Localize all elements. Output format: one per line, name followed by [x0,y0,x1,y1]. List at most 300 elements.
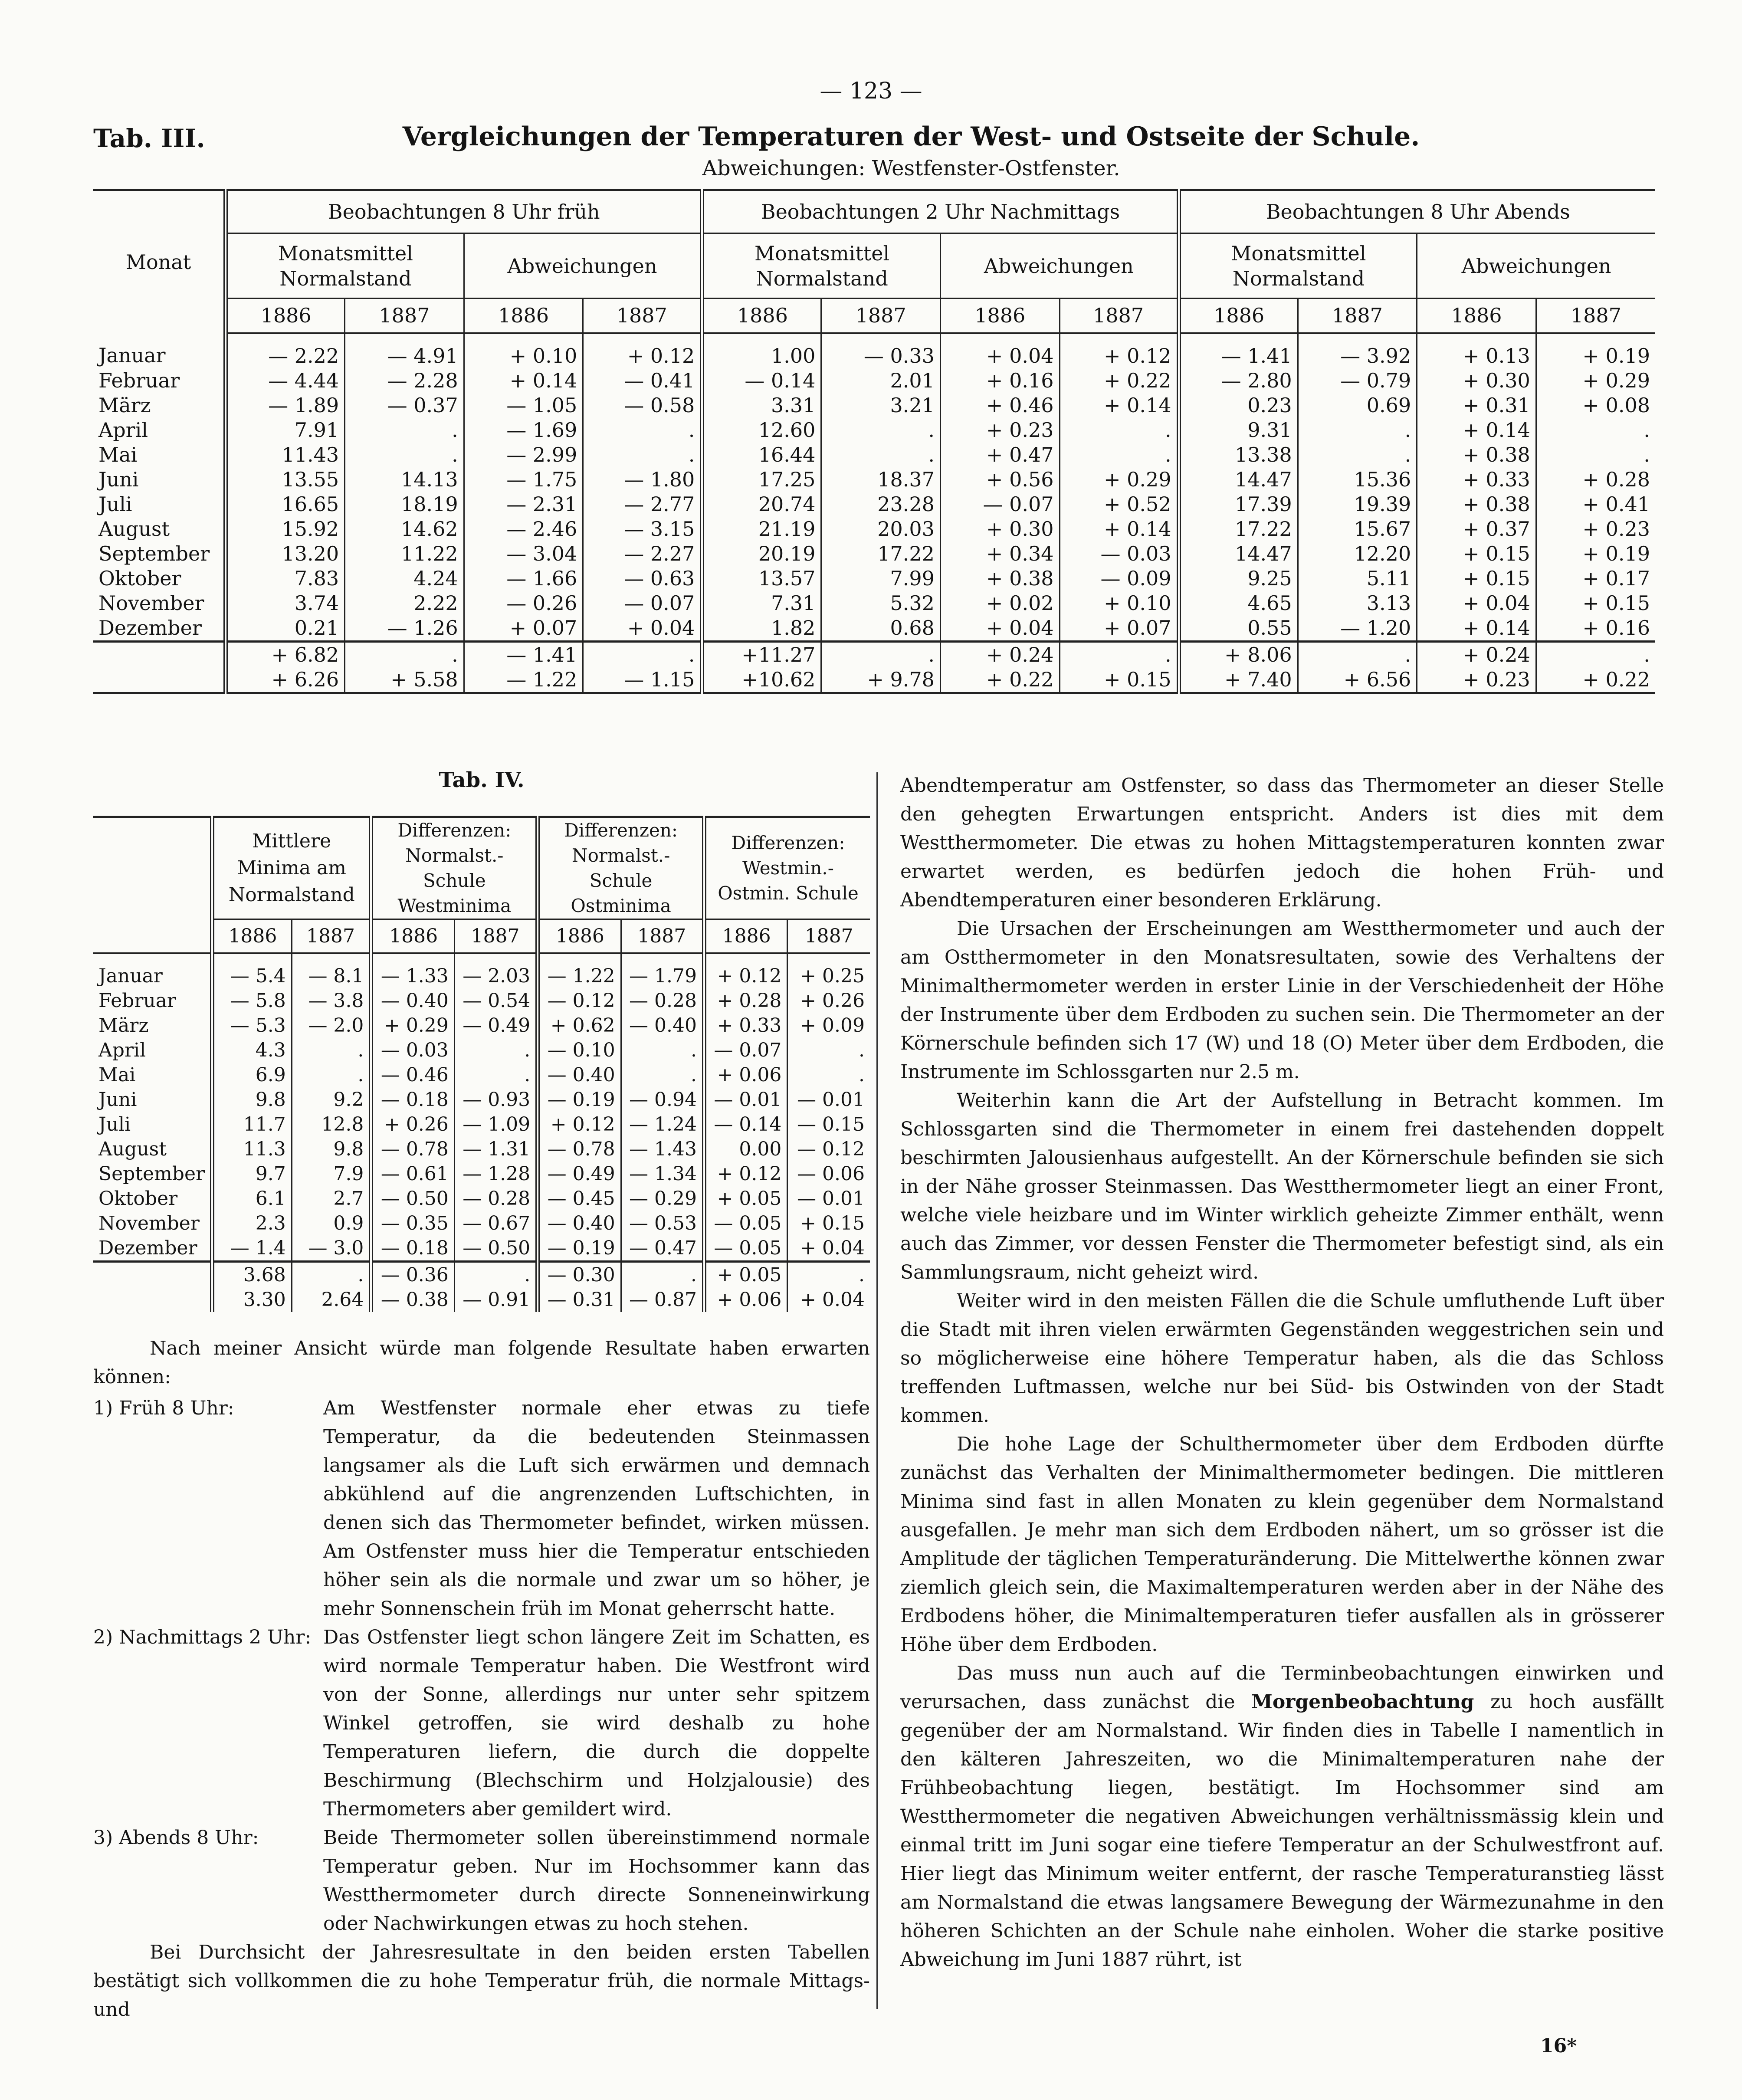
table-row [93,541,1655,566]
value-cell: + 0.09 [787,1013,870,1038]
value-cell: + 0.12 [583,333,702,368]
value-cell: 4.24 [345,566,464,591]
item-text: Beide Thermometer sollen übereinstimmend normale Temperatur geben. Nur im Hochsommer kann das Westthermometer durch directe Sonneneinwirkung oder Nachwirkungen etwas zu hoch stehen. [323,1827,870,1935]
value-cell: — 0.19 [538,1236,621,1262]
value-cell: + 0.31 [1417,393,1536,418]
expectation-item [93,1824,870,1938]
paragraph: Die Ursachen der Erscheinungen am Westthermometer und auch der am Ostthermometer in den Monatsresultaten, sowie des Verhaltens der Minimalthermometer werden in erster Linie in der Verschiedenheit der Höhe der Instrumente über dem Erdboden zu suchen sein. Die Thermometer an der Körnerschule befinden sich 17 (W) und 18 (O) Meter über dem Erdboden, die Instrumente im Schlossgarten nur 2.5 m. [900,918,1664,1083]
table-row [93,1137,870,1162]
month-cell: Juni [98,467,139,491]
value-cell: — 3.04 [464,541,583,566]
value-cell: — 1.24 [621,1112,704,1137]
value-cell: 16.44 [702,443,821,467]
value-cell: 20.19 [702,541,821,566]
year-header: 1887 [345,299,464,333]
value-cell: + 9.78 [821,667,941,693]
paragraph: Weiterhin kann die Art der Aufstellung in Betracht kommen. Im Schlossgarten sind die Thermometer in einem frei dastehenden doppelt beschirmten Jalousienhaus aufgestellt. An der Körnerschule befinden sie sich in der Nähe grosser Steinmassen. Das Westthermometer liegt an einer Front, welche viele heizbare und im Winter wirklich geheizte Zimmer enthält, wenn auch das Zimmer, vor dessen Fenster die Thermometer befestigt sind, als ein Sammlungsraum, nicht geheizt wird. [900,1089,1664,1283]
value-cell: + 0.30 [940,517,1060,541]
year-header: 1886 [538,919,621,953]
value-cell: 15.36 [1298,467,1417,492]
value-cell: 19.39 [1298,492,1417,517]
value-cell: + 0.13 [1417,333,1536,368]
value-cell: — 1.89 [226,393,345,418]
value-cell: — 5.3 [212,1013,292,1038]
value-cell: + 0.62 [538,1013,621,1038]
value-cell: — 0.40 [538,1211,621,1236]
value-cell: — 0.91 [454,1287,538,1312]
value-cell: 20.74 [702,492,821,517]
value-cell: 0.00 [704,1137,787,1162]
value-cell: 18.19 [345,492,464,517]
item-text: Das Ostfenster liegt schon längere Zeit im Schatten, es wird normale Temperatur haben. Die Westfront wird von der Sonne, allerdings nur unter sehr spitzem Winkel getroffen, sie wird deshalb zu hohe Temperaturen liefern, die durch die doppelte Beschirmung (Blechschirm und Holzjalousie) des Thermometers aber gemildert wird. [323,1626,870,1820]
value-cell: + 0.23 [1417,667,1536,693]
value-cell: — 0.01 [787,1087,870,1112]
value-cell: — 3.92 [1298,333,1417,368]
value-cell: — 1.09 [454,1112,538,1137]
value-cell: — 1.33 [371,953,454,988]
value-cell: — 0.19 [538,1087,621,1112]
month-cell: Mai [98,1063,136,1086]
emphasis: Morgenbeobachtung [1251,1691,1474,1713]
empty-cell [93,1261,212,1287]
table-row [93,1211,870,1236]
value-cell: + 0.19 [1536,541,1655,566]
table-row [93,418,1655,443]
intro-paragraph: Nach meiner Ansicht würde man folgende Resultate haben erwarten können: [93,1337,870,1388]
value-cell: +10.62 [702,667,821,693]
value-cell: . [621,1038,704,1063]
value-cell: — 0.50 [371,1186,454,1211]
value-cell: — 4.91 [345,333,464,368]
tab4-table [93,816,870,1312]
value-cell: 2.01 [821,368,941,393]
value-cell: — 0.67 [454,1211,538,1236]
value-cell: . [1536,418,1655,443]
value-cell: 11.43 [226,443,345,467]
year-header: 1887 [583,299,702,333]
table-row [93,591,1655,616]
year-header: 1886 [1179,299,1298,333]
month-cell: Februar [98,368,180,392]
table-row [93,393,1655,418]
value-cell: + 0.04 [940,333,1060,368]
value-cell: + 0.04 [583,616,702,642]
table-row [93,1013,870,1038]
value-cell: — 2.80 [1179,368,1298,393]
value-cell: — 1.66 [464,566,583,591]
table-row [93,953,870,988]
value-cell: — 1.4 [212,1236,292,1262]
value-cell: — 0.87 [621,1287,704,1312]
value-cell: — 0.47 [621,1236,704,1262]
value-cell: . [1298,641,1417,667]
value-cell: — 0.18 [371,1087,454,1112]
value-cell: + 0.28 [1536,467,1655,492]
value-cell: — 0.06 [787,1162,870,1186]
value-cell: 7.83 [226,566,345,591]
value-cell: + 0.33 [1417,467,1536,492]
year-header: 1886 [371,919,454,953]
value-cell: — 0.12 [787,1137,870,1162]
value-cell: — 0.15 [787,1112,870,1137]
value-cell: — 0.79 [1298,368,1417,393]
year-header: 1887 [1536,299,1655,333]
paragraph: Weiter wird in den meisten Fällen die die Schule umfluthende Luft über die Stadt mit ihren vielen erwärmten Gegenständen weggestrichen sein und so möglicherweise eine höhere Temperatur haben, als die das Schloss treffenden Luftmassen, welche nur bei Süd- bis Ostwinden von der Stadt kommen. [900,1290,1664,1427]
value-cell: + 0.14 [464,368,583,393]
value-cell: — 1.75 [464,467,583,492]
item-label: 2) Nachmittags 2 Uhr: [93,1626,312,1648]
value-cell: + 0.28 [704,988,787,1013]
value-cell: . [821,418,941,443]
value-cell: — 1.28 [454,1162,538,1186]
value-cell: — 1.69 [464,418,583,443]
value-cell: + 0.16 [940,368,1060,393]
value-cell: + 6.56 [1298,667,1417,693]
value-cell: — 0.53 [621,1211,704,1236]
value-cell: 21.19 [702,517,821,541]
value-cell: — 3.8 [292,988,371,1013]
value-cell: — 1.20 [1298,616,1417,642]
totals-row [93,667,1655,693]
month-cell: Dezember [98,616,202,640]
value-cell: 0.68 [821,616,941,642]
value-cell: 12.8 [292,1112,371,1137]
value-cell: + 0.04 [1417,591,1536,616]
year-header: 1886 [226,299,345,333]
value-cell: 12.20 [1298,541,1417,566]
value-cell: + 0.04 [940,616,1060,642]
value-cell: 17.39 [1179,492,1298,517]
table-row [93,1063,870,1087]
value-cell: — 2.31 [464,492,583,517]
value-cell: 4.3 [212,1038,292,1063]
value-cell: . [787,1261,870,1287]
value-cell: + 7.40 [1179,667,1298,693]
value-cell: — 0.28 [621,988,704,1013]
value-cell: — 1.79 [621,953,704,988]
month-cell: Oktober [98,566,181,590]
value-cell: — 0.12 [538,988,621,1013]
value-cell: . [1060,443,1179,467]
value-cell: + 0.29 [1536,368,1655,393]
value-cell: 9.8 [212,1087,292,1112]
value-cell: — 0.07 [704,1038,787,1063]
value-cell: — 2.27 [583,541,702,566]
value-cell: — 3.15 [583,517,702,541]
value-cell: 7.91 [226,418,345,443]
table-row [93,1236,870,1262]
value-cell: — 0.50 [454,1236,538,1262]
month-cell: März [98,393,151,417]
value-cell: . [583,641,702,667]
month-cell: Mai [98,443,138,466]
value-cell: — 1.26 [345,616,464,642]
value-cell: + 0.08 [1536,393,1655,418]
value-cell: + 0.17 [1536,566,1655,591]
table-row [93,492,1655,517]
value-cell: — 1.22 [538,953,621,988]
value-cell: 15.67 [1298,517,1417,541]
value-cell: + 5.58 [345,667,464,693]
table-row [93,443,1655,467]
year-header: 1887 [292,919,371,953]
month-cell: November [98,1212,200,1234]
value-cell: + 6.26 [226,667,345,693]
value-cell: 23.28 [821,492,941,517]
year-header: 1887 [454,919,538,953]
value-cell: — 0.40 [538,1063,621,1087]
value-cell: — 1.15 [583,667,702,693]
value-cell: — 0.94 [621,1087,704,1112]
value-cell: . [1060,418,1179,443]
sub-header-abw: Abweichungen [940,233,1178,299]
year-header: 1886 [702,299,821,333]
value-cell: 11.22 [345,541,464,566]
value-cell: + 0.41 [1536,492,1655,517]
value-cell: . [621,1261,704,1287]
value-cell: . [1536,641,1655,667]
value-cell: . [454,1261,538,1287]
month-cell: Januar [98,343,166,367]
signature-mark: 16* [1540,2035,1577,2057]
month-cell: August [98,517,170,541]
table-row [93,566,1655,591]
value-cell: 6.9 [212,1063,292,1087]
paragraph [900,1659,1664,1974]
paragraph: Abendtemperatur am Ostfenster, so dass das Thermometer an dieser Stelle den gehegten Erwartungen entspricht. Anders ist dies mit dem Westthermometer. Die etwas zu hohen Mittagstemperaturen konnten zwar erwartet werden, es bedürfen jedoch die hohen Früh- und Abendtemperaturen einer besonderen Erklärung. [900,774,1664,911]
value-cell: . [787,1063,870,1087]
value-cell: — 1.22 [464,667,583,693]
value-cell: — 0.45 [538,1186,621,1211]
value-cell: 2.3 [212,1211,292,1236]
value-cell: + 0.10 [464,333,583,368]
table-row [93,616,1655,642]
left-text [93,1334,870,2024]
column-rule [876,772,878,2009]
value-cell: — 4.44 [226,368,345,393]
totals-row [93,641,1655,667]
value-cell: + 0.47 [940,443,1060,467]
value-cell: + 8.06 [1179,641,1298,667]
value-cell: +11.27 [702,641,821,667]
table-row [93,333,1655,368]
value-cell: — 0.38 [371,1287,454,1312]
value-cell: — 0.01 [704,1087,787,1112]
closing-paragraph: Bei Durchsicht der Jahresresultate in den beiden ersten Tabellen bestätigt sich vollkommen die zu hohe Temperatur früh, die normale Mittags- und [93,1941,870,2021]
value-cell: + 0.22 [1060,368,1179,393]
value-cell: + 0.12 [704,953,787,988]
value-cell: 14.62 [345,517,464,541]
year-header: 1887 [821,299,941,333]
table-row [93,988,870,1013]
value-cell: . [345,641,464,667]
value-cell: + 0.19 [1536,333,1655,368]
value-cell: . [821,443,941,467]
value-cell: — 0.31 [538,1287,621,1312]
sub-header-mittel: Monatsmittel Normalstand [702,233,940,299]
expectation-item [93,1623,870,1824]
value-cell: — 0.41 [583,368,702,393]
value-cell: 0.23 [1179,393,1298,418]
value-cell: — 0.03 [371,1038,454,1063]
value-cell: 2.22 [345,591,464,616]
year-header: 1886 [1417,299,1536,333]
value-cell: — 0.78 [371,1137,454,1162]
value-cell: 9.7 [212,1162,292,1186]
value-cell: . [454,1063,538,1087]
value-cell: 12.60 [702,418,821,443]
tab3-table [93,189,1655,694]
value-cell: 7.99 [821,566,941,591]
value-cell: — 5.8 [212,988,292,1013]
value-cell: 7.9 [292,1162,371,1186]
group-header: Mittlere Minima am Normalstand [212,817,371,919]
year-header: 1887 [787,919,870,953]
value-cell: — 0.35 [371,1211,454,1236]
value-cell: 6.1 [212,1186,292,1211]
value-cell: 9.8 [292,1137,371,1162]
value-cell: + 0.12 [538,1112,621,1137]
value-cell: + 0.22 [940,667,1060,693]
value-cell: + 0.52 [1060,492,1179,517]
month-cell: März [98,1014,149,1037]
value-cell: 5.32 [821,591,941,616]
value-cell: — 1.80 [583,467,702,492]
value-cell: + 0.14 [1417,418,1536,443]
value-cell: — 0.05 [704,1211,787,1236]
table-row [93,467,1655,492]
value-cell: — 0.14 [702,368,821,393]
value-cell: + 0.24 [1417,641,1536,667]
value-cell: + 0.34 [940,541,1060,566]
table-row [93,517,1655,541]
monat-header: Monat [93,190,226,333]
value-cell: — 3.0 [292,1236,371,1262]
group-header: Differenzen: Normalst.-Schule Westminima [371,817,538,919]
value-cell: — 0.26 [464,591,583,616]
table-row [93,1162,870,1186]
value-cell: + 0.23 [940,418,1060,443]
value-cell: 3.31 [702,393,821,418]
value-cell: — 0.54 [454,988,538,1013]
value-cell: + 0.14 [1060,517,1179,541]
value-cell: — 2.03 [454,953,538,988]
sub-header-abw: Abweichungen [464,233,702,299]
value-cell: 0.21 [226,616,345,642]
value-cell: — 0.18 [371,1236,454,1262]
paragraph-part: Das muss nun auch auf die Terminbeobachtungen einwirken und verursachen, dass zunächst die [900,1662,1664,1713]
value-cell: 7.31 [702,591,821,616]
value-cell: — 0.36 [371,1261,454,1287]
value-cell: — 0.49 [538,1162,621,1186]
table-row [93,1087,870,1112]
year-header: 1886 [704,919,787,953]
month-cell: April [98,418,148,442]
year-header: 1886 [464,299,583,333]
value-cell: 0.9 [292,1211,371,1236]
value-cell: + 0.12 [704,1162,787,1186]
value-cell: 17.22 [821,541,941,566]
value-cell: . [292,1261,371,1287]
item-text: Am Westfenster normale eher etwas zu tiefe Temperatur, da die bedeutenden Steinmassen langsamer als die Luft sich erwärmen und demnach abkühlend auf die angrenzenden Luftschichten, in denen sich das Thermometer befindet, wirken müssen. Am Ostfenster muss hier die Temperatur entschieden höher sein als die normale und zwar um so höher, je mehr Sonnenschein früh im Monat geherrscht hatte. [323,1397,870,1620]
value-cell: 17.25 [702,467,821,492]
value-cell: + 0.24 [940,641,1060,667]
value-cell: 1.00 [702,333,821,368]
totals-row [93,1287,870,1312]
value-cell: + 0.22 [1536,667,1655,693]
empty-cell [93,1287,212,1312]
value-cell: + 0.25 [787,953,870,988]
value-cell: + 0.37 [1417,517,1536,541]
paragraph-part: zu hoch ausfällt gegenüber der am Normalstand. Wir finden dies in Tabelle I namentlich in den kälteren Jahreszeiten, wo die Minimaltemperaturen nahe der Frühbeobachtung liegen, bestätigt. Im Hochsommer sind am Westthermometer die negativen Abweichungen verhältnissmässig klein und einmal tritt im Juni sogar eine tiefere Temperatur an der Schulwestfront auf. Hier liegt das Minimum weiter entfernt, der rasche Temperaturanstieg lässt am Normalstand die etwas langsamere Bewegung der Wärmezunahme in den höheren Schichten an der Schule nahe einholen. Woher die starke positive Abweichung im Juni 1887 rührt, ist [900,1691,1664,1971]
table-row [93,368,1655,393]
value-cell: — 2.99 [464,443,583,467]
value-cell: — 0.78 [538,1137,621,1162]
value-cell: — 0.30 [538,1261,621,1287]
value-cell: — 0.37 [345,393,464,418]
year-header: 1887 [1298,299,1417,333]
value-cell: 17.22 [1179,517,1298,541]
table-row [93,1112,870,1137]
value-cell: 3.68 [212,1261,292,1287]
sub-header-mittel: Monatsmittel Normalstand [226,233,464,299]
value-cell: — 1.34 [621,1162,704,1186]
value-cell: — 0.01 [787,1186,870,1211]
value-cell: — 0.28 [454,1186,538,1211]
value-cell: 9.25 [1179,566,1298,591]
value-cell: . [1298,418,1417,443]
group-header: Beobachtungen 8 Uhr früh [226,190,702,233]
value-cell: . [345,418,464,443]
empty-cell [93,667,226,693]
value-cell: 9.2 [292,1087,371,1112]
value-cell: + 0.38 [1417,492,1536,517]
page-number: — 123 — [820,78,922,104]
year-header: 1886 [940,299,1060,333]
value-cell: — 1.43 [621,1137,704,1162]
value-cell: — 2.22 [226,333,345,368]
value-cell: — 2.0 [292,1013,371,1038]
value-cell: 3.74 [226,591,345,616]
totals-row [93,1261,870,1287]
value-cell: + 0.15 [787,1211,870,1236]
group-header: Beobachtungen 8 Uhr Abends [1179,190,1655,233]
value-cell: + 0.29 [371,1013,454,1038]
value-cell: + 0.04 [787,1236,870,1262]
value-cell: 20.03 [821,517,941,541]
value-cell: 5.11 [1298,566,1417,591]
value-cell: — 8.1 [292,953,371,988]
value-cell: 18.37 [821,467,941,492]
value-cell: + 0.07 [464,616,583,642]
value-cell: — 1.41 [1179,333,1298,368]
value-cell: — 0.10 [538,1038,621,1063]
value-cell: — 1.05 [464,393,583,418]
month-cell: November [98,591,204,615]
value-cell: + 0.29 [1060,467,1179,492]
value-cell: 9.31 [1179,418,1298,443]
value-cell: 3.30 [212,1287,292,1312]
value-cell: + 0.15 [1536,591,1655,616]
value-cell: + 0.16 [1536,616,1655,642]
value-cell: — 0.63 [583,566,702,591]
value-cell: 13.38 [1179,443,1298,467]
value-cell: 14.13 [345,467,464,492]
value-cell: + 0.23 [1536,517,1655,541]
value-cell: 14.47 [1179,467,1298,492]
value-cell: — 1.41 [464,641,583,667]
value-cell: . [292,1038,371,1063]
